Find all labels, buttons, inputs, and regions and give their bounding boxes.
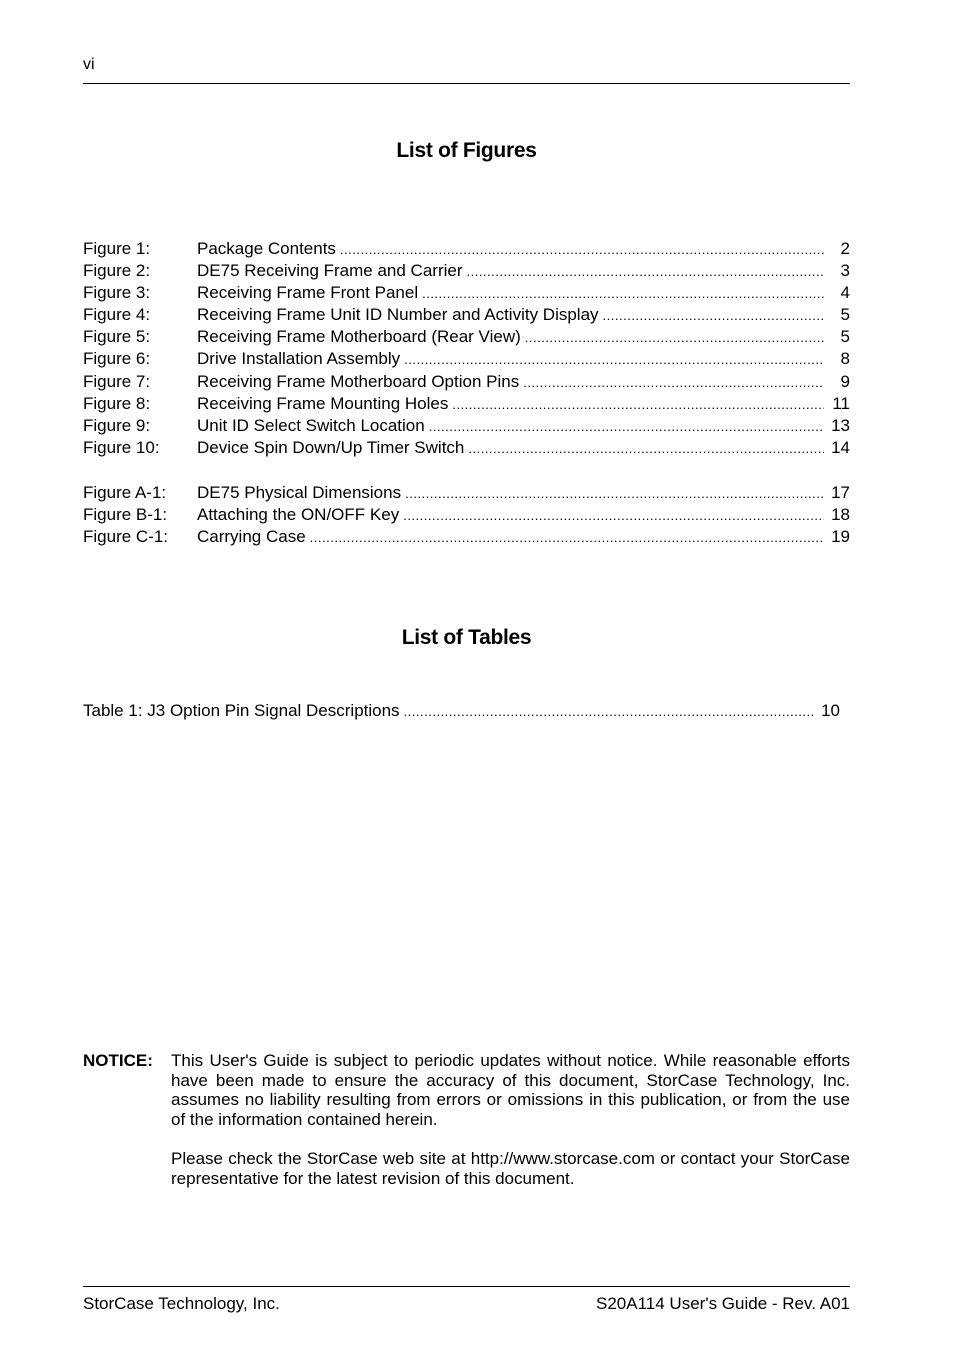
toc-entry-page: 5 — [840, 327, 850, 347]
toc-entry — [83, 304, 850, 326]
toc-entry-label: Figure 4: — [83, 305, 151, 325]
toc-entry-label: Figure 8: — [83, 393, 151, 413]
toc-entry-page: 3 — [840, 261, 850, 281]
dot-leader — [340, 239, 824, 261]
toc-entry-page: 19 — [831, 527, 850, 547]
toc-entry-label: Figure A-1: — [83, 483, 167, 502]
toc-entry-label: Figure C-1: — [83, 527, 169, 547]
toc-entry-label: Figure 3: — [83, 283, 151, 303]
toc-entry-label: Figure 10: — [83, 437, 160, 457]
toc-entry — [83, 415, 850, 437]
toc-entry — [83, 504, 850, 526]
toc-entry-title: Carrying Case — [197, 527, 306, 547]
toc-entry-title: Device Spin Down/Up Timer Switch — [197, 437, 465, 457]
toc-entry-label: Figure 2: — [83, 261, 151, 281]
toc-entry-page: 17 — [831, 483, 850, 502]
toc-entry-title: Receiving Frame Mounting Holes — [197, 393, 449, 413]
toc-entry-title: Receiving Frame Motherboard (Rear View) — [197, 327, 521, 347]
dot-leader — [405, 483, 824, 505]
toc-entry — [83, 437, 850, 459]
toc-entry-title: Receiving Frame Front Panel — [197, 283, 419, 303]
toc-entry — [83, 482, 850, 504]
footer-company: StorCase Technology, Inc. — [83, 1294, 280, 1313]
notice-body — [171, 1051, 850, 1208]
toc-entry-label: Figure 9: — [83, 415, 151, 435]
toc-entry — [83, 326, 850, 348]
appendix-figures-list — [83, 482, 850, 548]
toc-entry-title: Attaching the ON/OFF Key — [197, 505, 400, 525]
toc-entry-page: 10 — [821, 701, 840, 720]
toc-entry-page: 9 — [840, 371, 850, 391]
toc-entry — [83, 282, 850, 304]
toc-entry-title: Receiving Frame Unit ID Number and Activity Display — [197, 305, 599, 325]
toc-entry-title: DE75 Physical Dimensions — [197, 483, 402, 502]
toc-entry-label: Figure 5: — [83, 327, 151, 347]
dot-leader — [467, 261, 825, 283]
toc-entry-title: Receiving Frame Motherboard Option Pins — [197, 371, 520, 391]
toc-entry-label: Figure 6: — [83, 349, 151, 369]
figures-list — [83, 238, 850, 459]
toc-entry-page: 8 — [840, 349, 850, 369]
toc-entry-page: 18 — [831, 505, 850, 525]
list-of-tables-heading: List of Tables — [401, 626, 532, 649]
footer-rule — [83, 1286, 850, 1287]
dot-leader — [452, 394, 824, 416]
toc-entry — [83, 700, 840, 722]
toc-entry-page: 13 — [831, 415, 850, 435]
toc-entry-page: 4 — [840, 283, 850, 303]
tables-list — [83, 700, 840, 722]
toc-entry — [83, 348, 850, 370]
page-number: vi — [83, 56, 95, 73]
notice-label: NOTICE: — [83, 1051, 153, 1070]
toc-entry-label: Figure 1: — [83, 239, 151, 258]
dot-leader — [468, 438, 824, 460]
toc-entry-title: Drive Installation Assembly — [197, 349, 401, 369]
dot-leader — [403, 505, 824, 527]
dot-leader — [525, 327, 824, 349]
toc-entry-page: 2 — [840, 239, 850, 258]
toc-entry-title: Package Contents — [197, 239, 336, 258]
toc-entry-label: Figure 7: — [83, 371, 151, 391]
notice-paragraph: This User's Guide is subject to periodic updates without notice. While reasonable efforts have been made to ensure the accuracy of this document, StorCase Technology, Inc. assumes no liability resulting from errors or omissions in this publication, or from the use of the information contained herein. — [171, 1051, 850, 1129]
dot-leader — [429, 416, 824, 438]
toc-entry-page: 5 — [840, 305, 850, 325]
toc-entry — [83, 526, 850, 548]
notice-paragraph: Please check the StorCase web site at http://www.storcase.com or contact your StorCase representative for the latest revision of this document. — [171, 1149, 850, 1188]
header-rule — [83, 83, 850, 84]
toc-entry — [83, 238, 850, 260]
toc-entry — [83, 393, 850, 415]
toc-entry — [83, 260, 850, 282]
dot-leader — [422, 283, 824, 305]
dot-leader — [310, 527, 824, 549]
dot-leader — [603, 305, 824, 327]
footer-document-id: S20A114 User's Guide - Rev. A01 — [596, 1294, 850, 1313]
dot-leader — [523, 372, 824, 394]
list-of-figures-heading: List of Figures — [396, 139, 537, 162]
toc-entry — [83, 371, 850, 393]
toc-entry-label: Figure B-1: — [83, 505, 168, 525]
toc-entry-title: Table 1: J3 Option Pin Signal Descriptions — [83, 701, 400, 720]
dot-leader — [404, 349, 824, 371]
toc-entry-page: 11 — [832, 393, 850, 413]
toc-entry-title: Unit ID Select Switch Location — [197, 415, 425, 435]
toc-entry-title: DE75 Receiving Frame and Carrier — [197, 261, 463, 281]
dot-leader — [404, 701, 814, 723]
toc-entry-page: 14 — [831, 437, 850, 457]
